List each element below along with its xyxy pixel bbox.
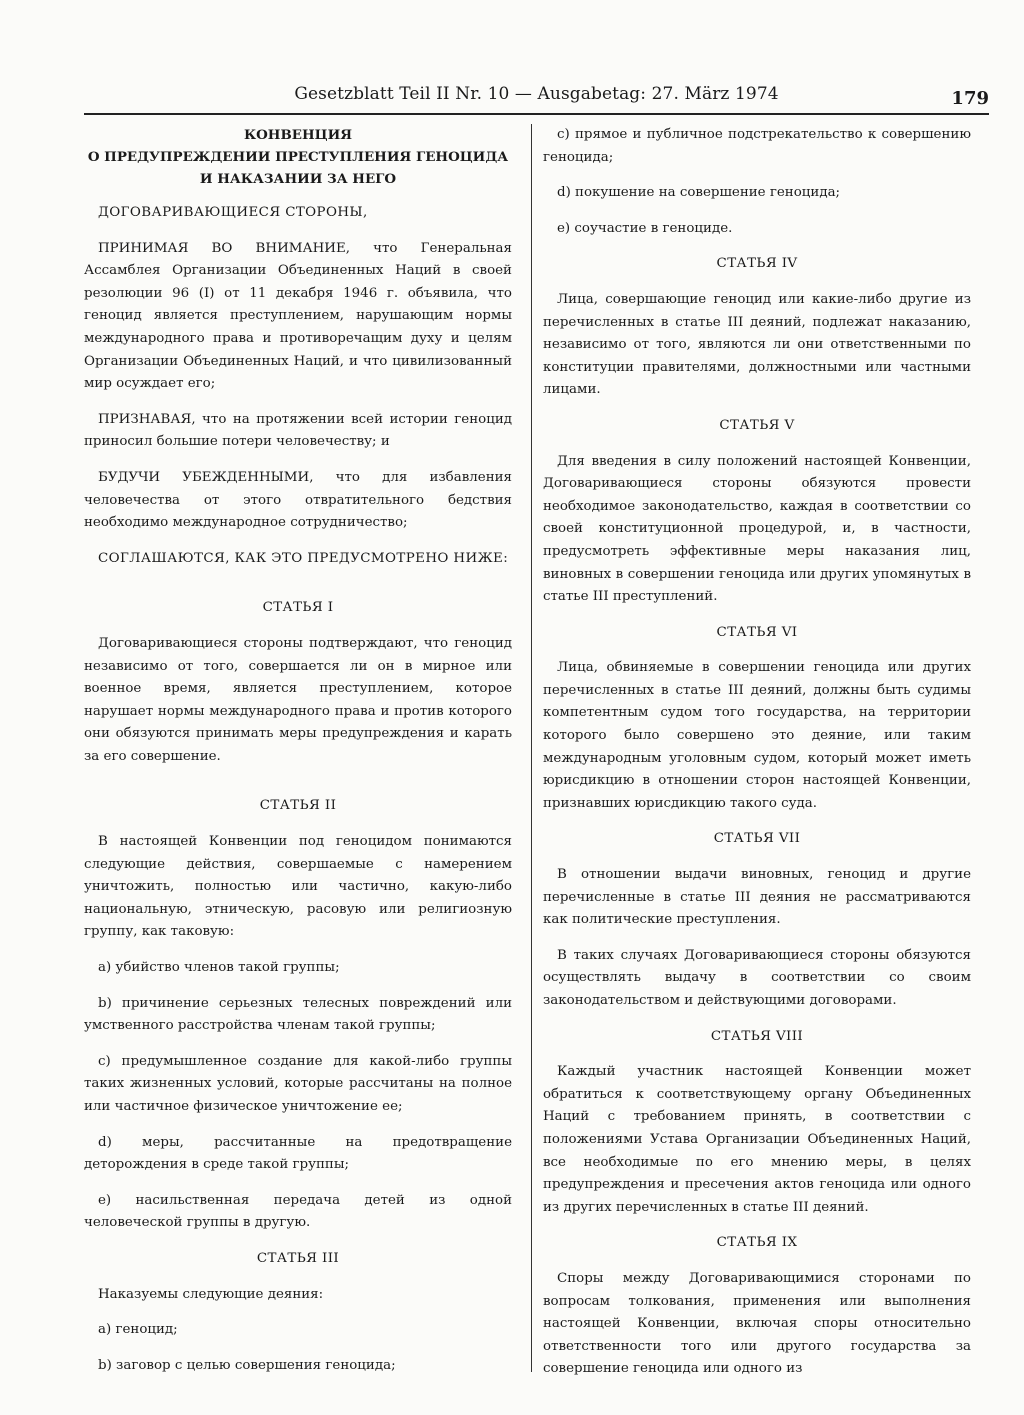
left-column <box>84 124 512 1390</box>
page-number: 179 <box>951 88 989 109</box>
title-line-3: И НАКАЗАНИИ ЗА НЕГО <box>199 171 397 187</box>
right-column <box>543 124 971 1394</box>
article-2-item-c: c) предумышленное создание для какой-либо группы таких жизненных условий, которые рассчитаны на полное или частичное физическое уничтожение ее; <box>84 1053 512 1114</box>
article-3-item-b: b) заговор с целью совершения геноцида; <box>98 1357 396 1373</box>
article-3-intro: Наказуемы следующие деяния: <box>98 1286 324 1302</box>
running-title: Gesetzblatt Teil II Nr. 10 — Ausgabetag: 27. März 1974 <box>294 84 779 104</box>
spacer <box>84 583 512 597</box>
agree-line: СОГЛАШАЮТСЯ, КАК ЭТО ПРЕДУСМОТРЕНО НИЖЕ: <box>98 550 509 566</box>
article-2-item-b: b) причинение серьезных телесных повреждений или умственного расстройства членам такой группы; <box>84 995 512 1034</box>
article-2-item-a: a) убийство членов такой группы; <box>98 960 340 976</box>
article-3-heading: СТАТЬЯ III <box>256 1250 340 1266</box>
article-9-heading: СТАТЬЯ IX <box>716 1235 798 1251</box>
spacer <box>84 781 512 795</box>
article-2-intro: В настоящей Конвенции под геноцидом понимаются следующие действия, совершаемые с намерением уничтожить, полностью или частично, какую-либо национальную, этническую, расовую или религиозную группу, как таковую: <box>84 834 512 940</box>
parties-line: ДОГОВАРИВАЮЩИЕСЯ СТОРОНЫ, <box>98 205 368 220</box>
title-line-1: КОНВЕНЦИЯ <box>243 127 353 143</box>
header-rule <box>84 113 989 115</box>
article-1-text: Договаривающиеся стороны подтверждают, что геноцид независимо от того, совершается ли он в мирное или военное время, является преступлением, которое нарушает нормы международного права и против которого они обязуются принимать меры предупреждения и карать за его совершение. <box>84 635 512 764</box>
article-6-text: Лица, обвиняемые в совершении геноцида или других перечисленных в статье III деяний, должны быть судимы компетентным судом того государства, на территории которого было совершено это деяние, или таким международным уголовным судом, который может иметь юрисдикцию в отношении сторон настоящей Конвенции, признавших юрисдикцию такого суда. <box>543 660 971 811</box>
article-7-text-2: В таких случаях Договаривающиеся стороны обязуются осуществлять выдачу в соответствии со своим законодательством и действующими договорами. <box>543 947 971 1008</box>
article-1-heading: СТАТЬЯ I <box>262 600 334 616</box>
article-8-heading: СТАТЬЯ VIII <box>710 1028 804 1044</box>
column-divider <box>531 124 532 1372</box>
article-2-item-d: d) меры, рассчитанные на предотвращение деторождения в среде такой группы; <box>84 1134 512 1173</box>
article-3-item-e: e) соучастие в геноциде. <box>557 220 733 236</box>
article-2-item-e: e) насильственная передача детей из одной человеческой группы в другую. <box>84 1192 512 1231</box>
article-4-text: Лица, совершающие геноцид или какие-либо другие из перечисленных в статье III деяний, подлежат наказанию, независимо от того, являются ли они ответственными по конституции правителями, должностными или частными лицами. <box>543 291 971 398</box>
convention-title <box>84 124 512 190</box>
article-4-heading: СТАТЬЯ IV <box>716 256 798 272</box>
article-5-heading: СТАТЬЯ V <box>719 417 795 433</box>
article-7-heading: СТАТЬЯ VII <box>713 831 801 847</box>
preamble-paragraph-2: ПРИЗНАВАЯ, что на протяжении всей истории геноцид приносил большие потери человечеству; и <box>84 411 512 450</box>
title-line-2: О ПРЕДУПРЕЖДЕНИИ ПРЕСТУПЛЕНИЯ ГЕНОЦИДА <box>87 149 509 165</box>
preamble-paragraph-3: БУДУЧИ УБЕЖДЕННЫМИ, что для избавления человечества от этого отвратительного бедствия необходимо международное сотрудничество; <box>84 469 512 531</box>
article-8-text: Каждый участник настоящей Конвенции может обратиться к соответствующему органу Объединенных Наций с требованием принять, в соответствии с положениями Устава Организации Объединенных Наций, все необходимые по его мнению меры, в целях предупреждения и пресечения актов геноцида или одного из других перечисленных в статье III деяний. <box>543 1064 971 1215</box>
preamble-paragraph-1: ПРИНИМАЯ ВО ВНИМАНИЕ, что Генеральная Ассамблея Организации Объединенных Наций в своей резолюции 96 (I) от 11 декабря 1946 г. объявила, что геноцид является преступлением, нарушающим нормы международного права и противоречащим духу и целям Организации Объединенных Наций, и что цивилизованный мир осуждает его; <box>84 240 512 392</box>
article-2-heading: СТАТЬЯ II <box>259 798 337 814</box>
article-3-item-a: a) геноцид; <box>98 1322 178 1338</box>
article-7-text-1: В отношении выдачи виновных, геноцид и другие перечисленные в статье III деяния не рассматриваются как политические преступления. <box>543 867 971 928</box>
article-6-heading: СТАТЬЯ VI <box>716 624 798 640</box>
article-3-item-d: d) покушение на совершение геноцида; <box>557 185 841 201</box>
article-9-text: Споры между Договаривающимися сторонами по вопросам толкования, применения или выполнения настоящей Конвенции, включая споры относительно ответственности того или другого государства за совершение геноцида или одного из <box>543 1270 971 1377</box>
article-3-item-c: c) прямое и публичное подстрекательство к совершению геноцида; <box>543 127 971 165</box>
article-5-text: Для введения в силу положений настоящей Конвенции, Договаривающиеся стороны обязуются провести необходимое законодательство, каждая в соответствии со своей конституционной процедурой, и, в частности, предусмотреть эффективные меры наказания лиц, виновных в совершении геноцида или других упомянутых в статье III преступлений. <box>543 453 971 605</box>
page-header <box>84 84 989 116</box>
